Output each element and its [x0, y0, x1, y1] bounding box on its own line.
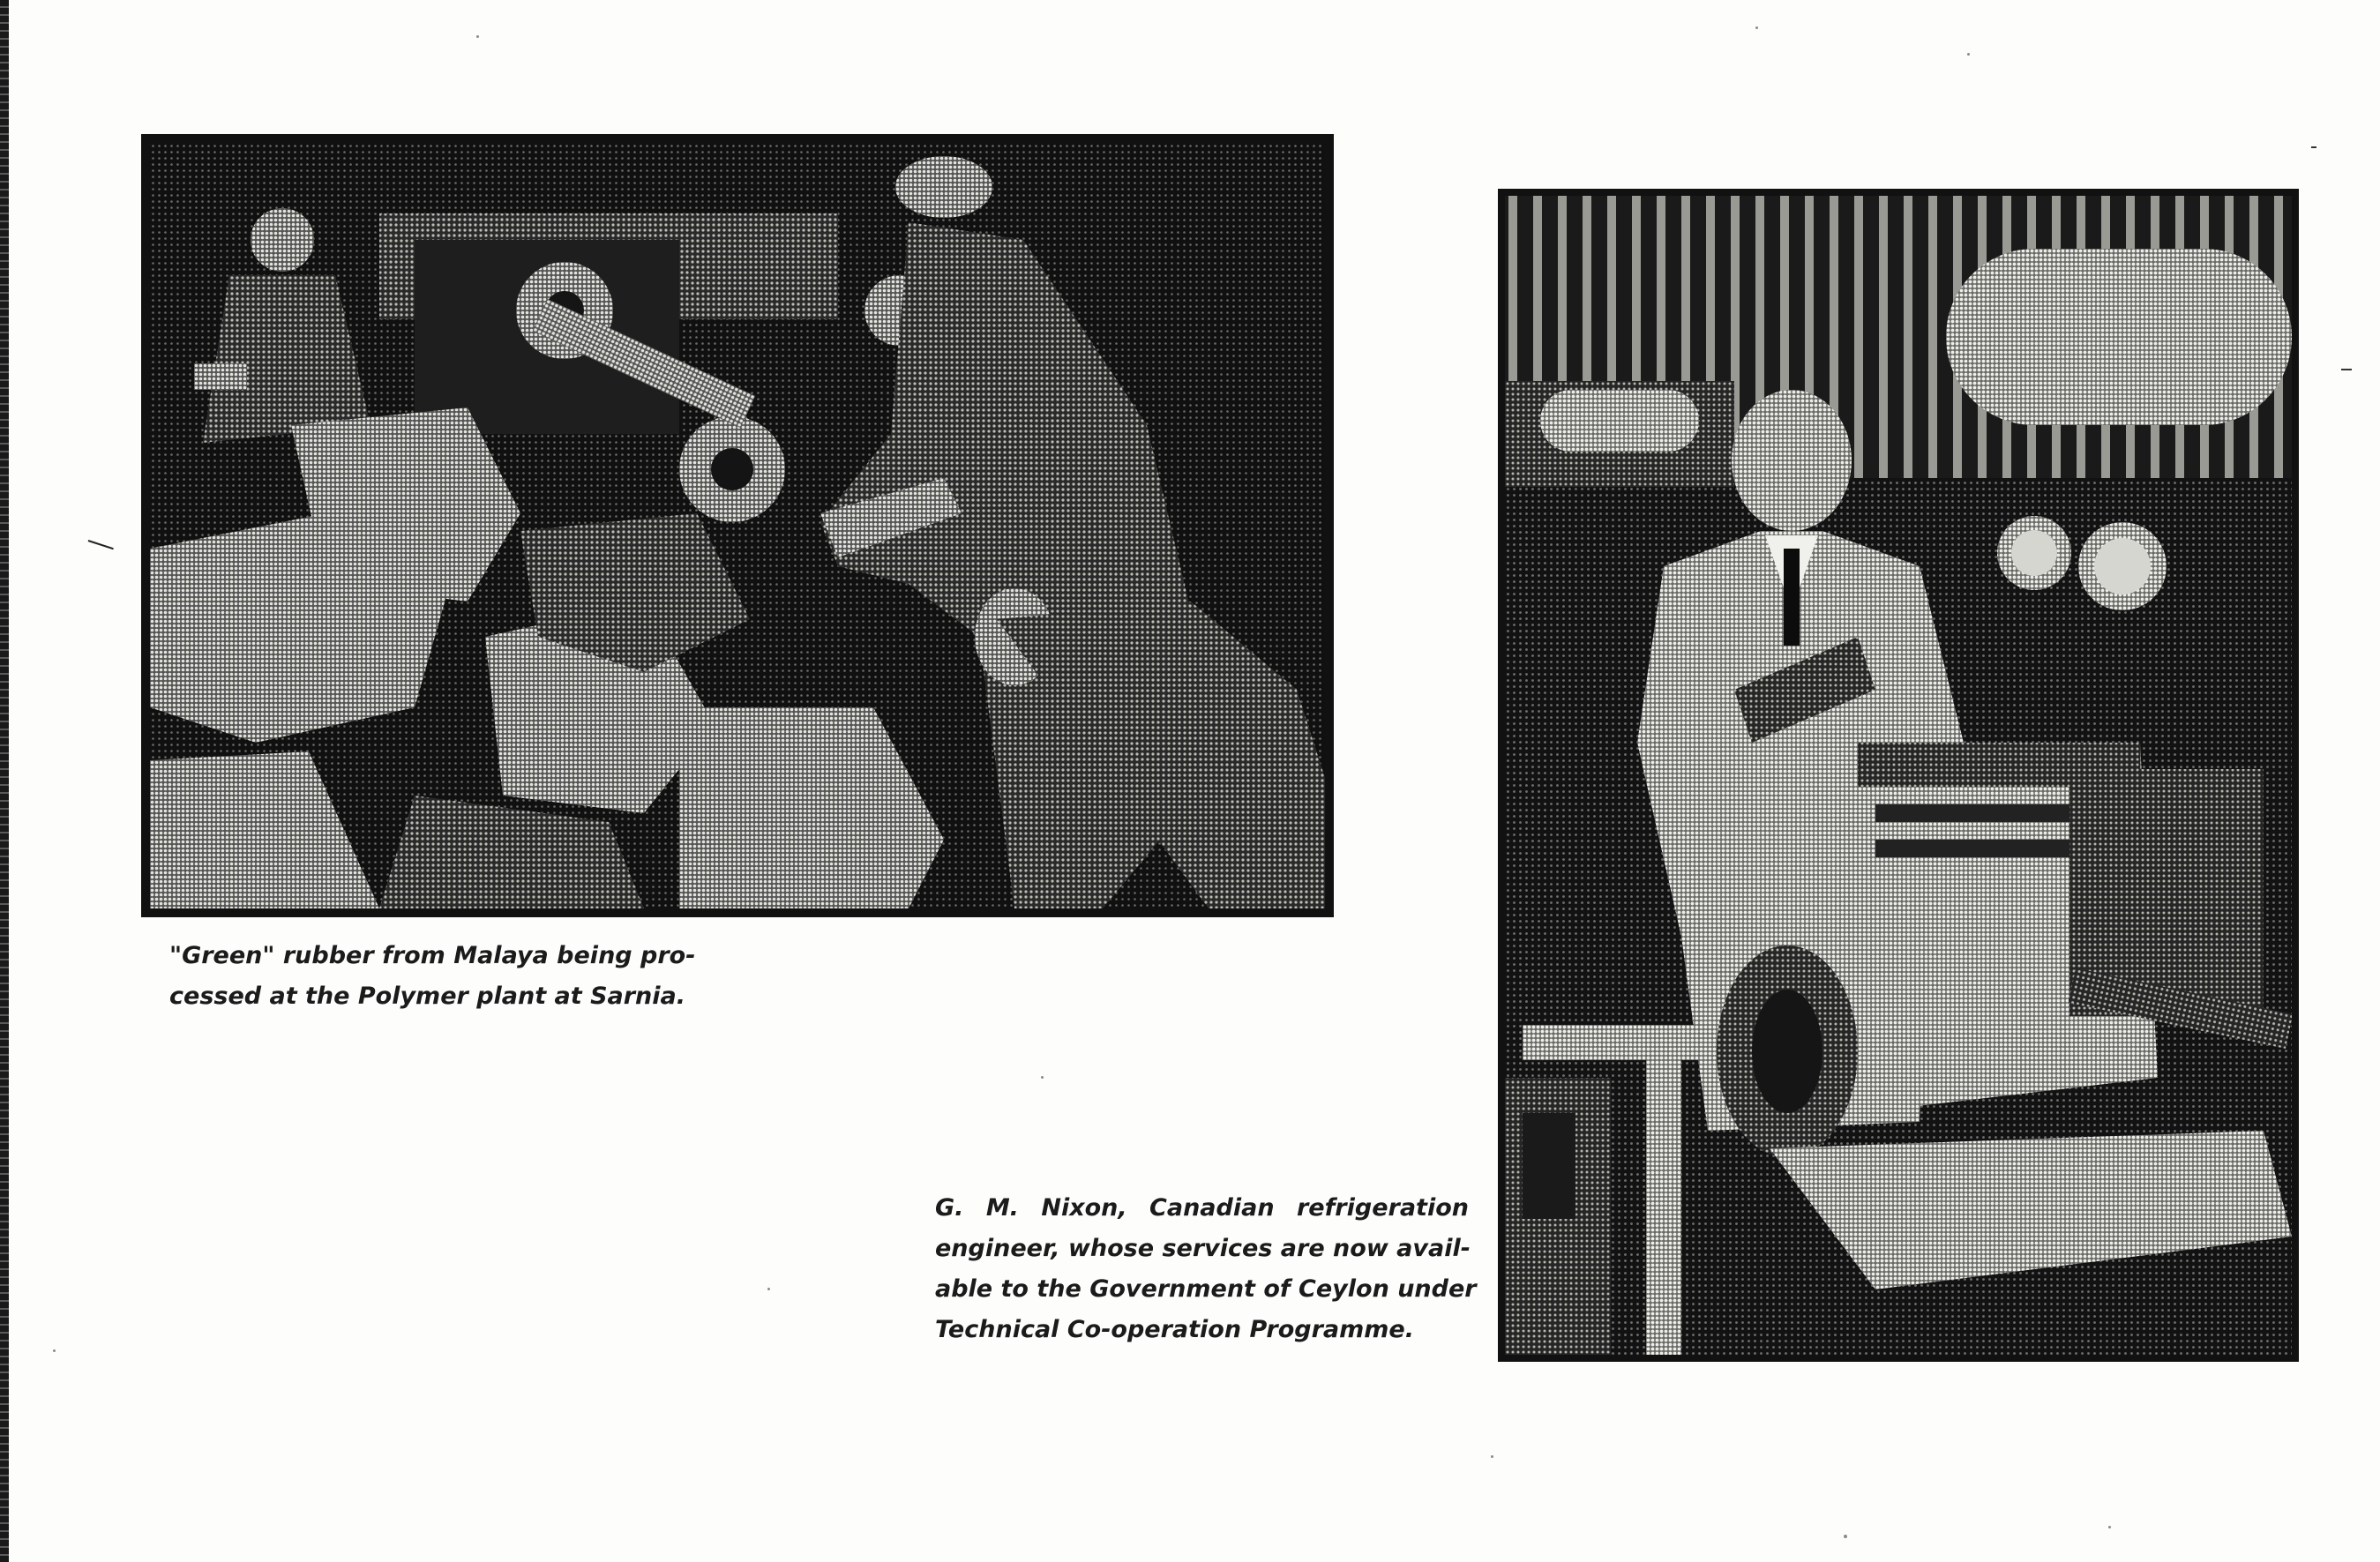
caption-line: Technical Co-operation Programme. [935, 1316, 1414, 1343]
margin-dash [2311, 146, 2316, 148]
rubber-processing-photo [141, 134, 1334, 917]
margin-mark [88, 540, 114, 549]
caption-line: G. M. Nixon, Canadian refrigeration [935, 1194, 1469, 1222]
figure-1-caption [169, 936, 734, 1017]
scan-speck [767, 1288, 770, 1290]
scan-speck [1755, 26, 1758, 29]
scan-speck [1844, 1535, 1847, 1538]
scan-speck [2108, 1526, 2111, 1528]
figure-2-caption [935, 1188, 1477, 1350]
refrigeration-engineer-photo [1498, 189, 2299, 1362]
caption-line: cessed at the Polymer plant at Sarnia. [169, 983, 686, 1010]
caption-line: engineer, whose services are now avail- [935, 1235, 1471, 1262]
scan-speck [1491, 1455, 1493, 1458]
scanned-page-edge [0, 0, 9, 1562]
margin-dash [2341, 369, 2352, 370]
scan-speck [1967, 53, 1970, 56]
scan-speck [476, 35, 479, 38]
caption-line: able to the Government of Ceylon under [935, 1275, 1477, 1303]
scan-speck [1041, 1076, 1044, 1079]
caption-line: "Green" rubber from Malaya being pro- [169, 942, 696, 969]
scan-speck [53, 1349, 56, 1352]
